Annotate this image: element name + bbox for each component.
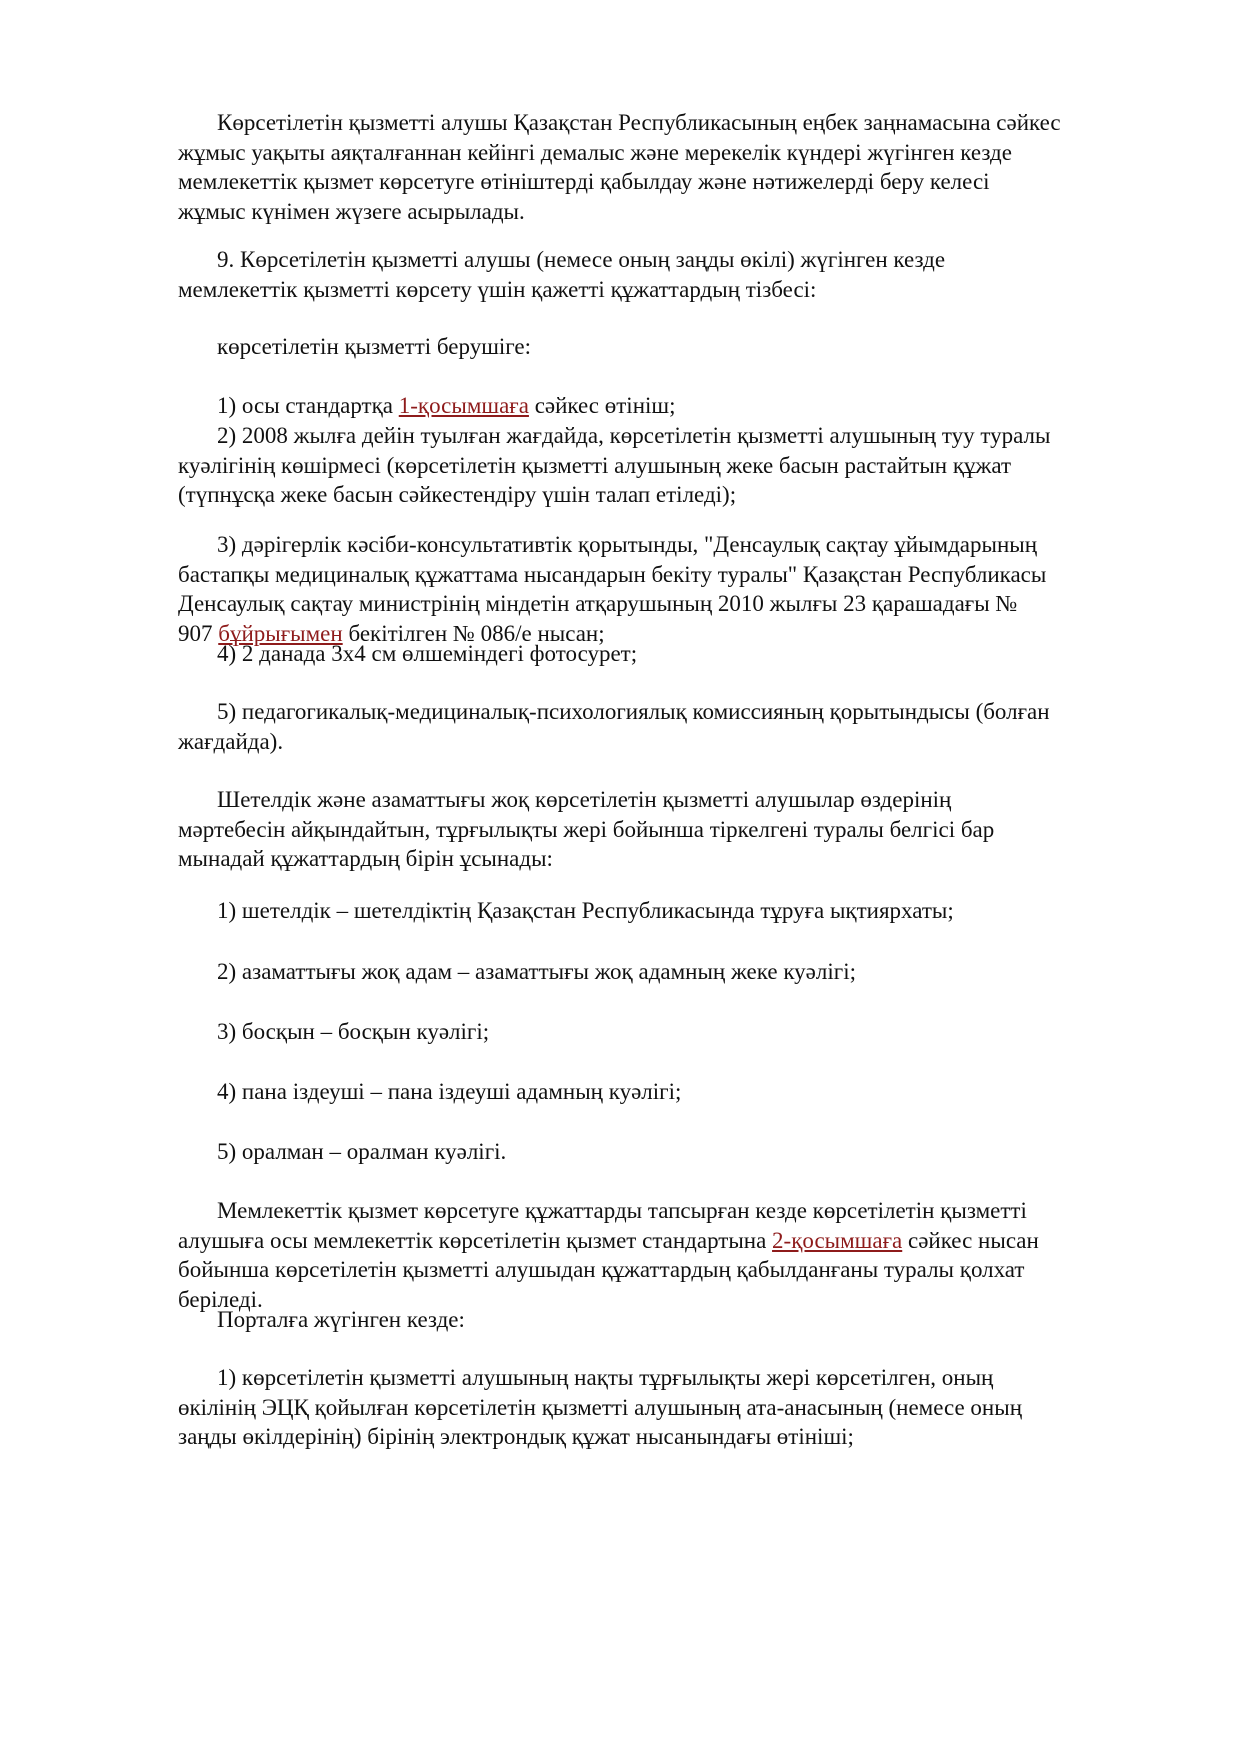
list-item-application bbox=[178, 391, 1168, 421]
list-item-commission bbox=[178, 697, 1168, 756]
list-item-birth-certificate-text: 2) 2008 жылға дейін туылған жағдайда, көрсетілетін қызметті алушының туу туралы куәлігінің көшірмесі (көрсетілетін қызметті алушының жеке басын растайтын құжат (түпнұсқа жеке басын сәйкестендіру үшін талап етіледі); bbox=[178, 423, 1051, 507]
paragraph-portal-text: Порталға жүгінген кезде: bbox=[217, 1307, 465, 1332]
paragraph-portal bbox=[178, 1305, 1168, 1335]
list-item-birth-certificate bbox=[178, 421, 1168, 510]
list-item-medical-conclusion-before: 3) дәрігерлік кәсіби-консультативтік қорытынды, "Денсаулық сақтау ұйымдарының бастапқы медициналық құжаттама нысандарын бекіту туралы" Қазақстан Республикасы Денсаулық сақтау министрінің міндетін атқарушының 2010 жылғы 23 қарашадағы № 907 bbox=[178, 532, 1047, 646]
list-item-asylum-seeker bbox=[178, 1077, 1168, 1107]
paragraph-receipt-after: сәйкес нысан бойынша көрсетілетін қызметті алушыдан құжаттардың қабылданғаны туралы қолхат беріледі. bbox=[178, 1227, 1039, 1312]
list-item-application-after: сәйкес өтініш; bbox=[528, 393, 676, 418]
list-item-stateless-text: 2) азаматтығы жоқ адам – азаматтығы жоқ адамның жеке куәлігі; bbox=[217, 959, 856, 984]
paragraph-2 bbox=[178, 245, 1168, 304]
list-item-application-before: 1) осы стандартқа bbox=[217, 393, 399, 418]
list-item-medical-conclusion-after: бекітілген № 086/е нысан; bbox=[342, 620, 605, 646]
paragraph-3-text: көрсетілетін қызметті берушіге: bbox=[217, 334, 532, 359]
paragraph-2-text: 9. Көрсетілетін қызметті алушы (немесе оның заңды өкілі) жүгінген кезде мемлекеттік қызметті көрсету үшін қажетті құжаттардың тізбесі: bbox=[178, 247, 946, 302]
list-item-commission-text: 5) педагогикалық-медициналық-психологиялық комиссияның қорытындысы (болған жағдайда). bbox=[178, 699, 1050, 754]
list-item-foreigner bbox=[178, 896, 1168, 926]
paragraph-receipt-before: Мемлекеттік қызмет көрсетуге құжаттарды тапсырған кезде көрсетілетін қызметті алушыға осы мемлекеттік көрсетілетін қызмет стандартына bbox=[178, 1198, 1027, 1253]
paragraph-foreigners-text: Шетелдік және азаматтығы жоқ көрсетілетін қызметті алушылар өздерінің мәртебесін айқындайтын, тұрғылықты жері бойынша тіркелгені туралы белгісі бар мынадай құжаттардың бірін ұсынады: bbox=[178, 787, 995, 871]
list-item-photo bbox=[178, 639, 1168, 669]
list-item-medical-conclusion bbox=[178, 530, 1168, 648]
list-item-foreigner-text: 1) шетелдік – шетелдіктің Қазақстан Республикасында тұруға ықтиярхаты; bbox=[217, 898, 954, 923]
order-link[interactable]: бұйрығымен bbox=[218, 620, 343, 646]
list-item-electronic-application-text: 1) көрсетілетін қызметті алушының нақты тұрғылықты жері көрсетілген, оның өкілінің ЭЦҚ қойылған көрсетілетін қызметті алушының ата-анасының (немесе оның заңды өкілдерінің) бірінің электрондық құжат нысанындағы өтініші; bbox=[178, 1365, 1023, 1449]
paragraph-3 bbox=[178, 332, 1168, 362]
paragraph-foreigners bbox=[178, 785, 1168, 874]
list-item-refugee-text: 3) босқын – босқын куәлігі; bbox=[217, 1019, 490, 1044]
list-item-oralman-text: 5) оралман – оралман куәлігі. bbox=[217, 1139, 507, 1164]
paragraph-1 bbox=[178, 108, 1168, 226]
list-item-refugee bbox=[178, 1017, 1168, 1047]
list-item-photo-text: 4) 2 данада 3x4 см өлшеміндегі фотосурет; bbox=[217, 641, 638, 666]
paragraph-1-text: Көрсетілетін қызметті алушы Қазақстан Республикасының еңбек заңнамасына сәйкес жұмыс уақыты аяқталғаннан кейінгі демалыс және мерекелік күндері жүгінген кезде мемлекеттік қызмет көрсетуге өтініштерді қабылдау және нәтижелерді беру келесі жұмыс күнімен жүзеге асырылады. bbox=[178, 110, 1061, 224]
appendix-2-link[interactable]: 2-қосымшаға bbox=[772, 1227, 903, 1253]
paragraph-receipt bbox=[178, 1196, 1168, 1314]
list-item-electronic-application bbox=[178, 1363, 1168, 1452]
list-item-stateless bbox=[178, 957, 1168, 987]
appendix-1-link[interactable]: 1-қосымшаға bbox=[398, 393, 529, 418]
list-item-oralman bbox=[178, 1137, 1168, 1167]
list-item-asylum-seeker-text: 4) пана іздеуші – пана іздеуші адамның куәлігі; bbox=[217, 1079, 682, 1104]
